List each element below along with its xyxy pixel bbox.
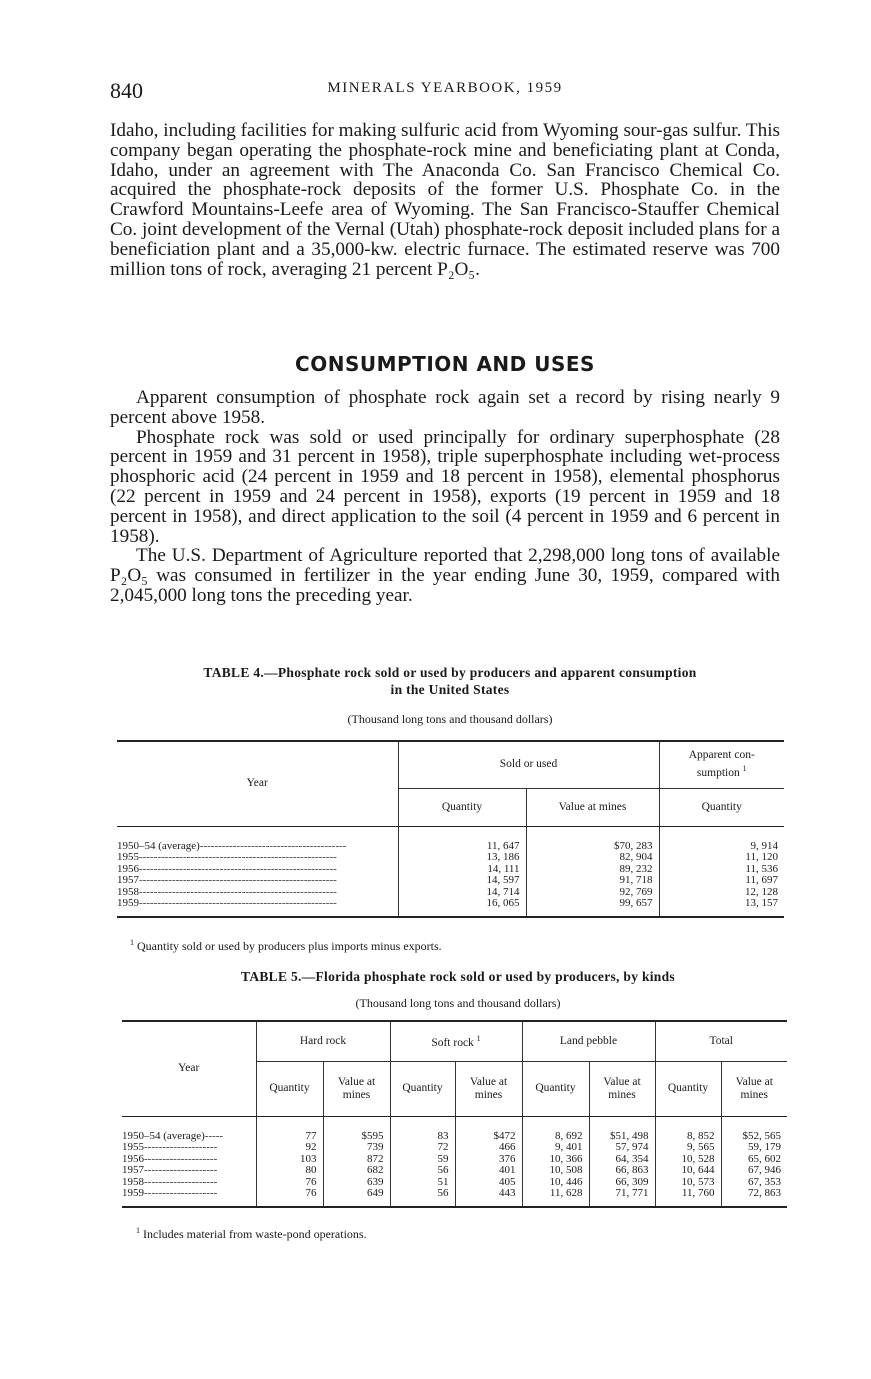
table5-header-land-pebble: Land pebble [522, 1021, 655, 1061]
consumption-text-block [110, 388, 780, 606]
intro-paragraph: Idaho, including facilities for making sulfuric acid from Wyoming sour-gas sulfur. This company began operating the phosphate-rock mine and beneficiating plant at Conda, Idaho, under an agreement with The Anaconda Co. San Francisco Chemical Co. acquired the phosphate-rock deposits of the former U.S. Phosphate Co. in the Crawford Mountains-Leefe area of Wyoming. The San Francisco-Stauffer Chemical Co. joint development of the Vernal (Utah) phosphate-rock deposit included plans for a beneficiation plant and a 35,000-kw. electric furnace. The estimated reserve was 700 million tons of rock, averaging 21 percent P₂O₅. [110, 120, 780, 280]
table4-row-quantity: 13, 186 [398, 852, 526, 864]
table5-cell: 80 [256, 1165, 323, 1177]
table5-cell: $595 [323, 1131, 390, 1143]
table5-row-year: 1957 [122, 1165, 144, 1176]
table5-cell: 67, 353 [721, 1177, 787, 1189]
table5-cell: 67, 946 [721, 1165, 787, 1177]
table5-cell: 10, 644 [655, 1165, 721, 1177]
table4-header-year: Year [117, 741, 398, 826]
table5-cell: 103 [256, 1154, 323, 1166]
paragraph-consumption: Apparent consumption of phosphate rock again set a record by rising nearly 9 percent above 1958. [110, 387, 780, 428]
table5-cell: 682 [323, 1165, 390, 1177]
table5-subheader-quantity: Quantity [522, 1061, 589, 1116]
table-row: 1957------------------------------------------------------ 14, 597 91, 718 11, 697 [117, 875, 784, 887]
table4-row-year: 1955 [117, 852, 139, 863]
table5-cell: 76 [256, 1188, 323, 1200]
table5-cell: 72 [390, 1142, 455, 1154]
table-row: 1958------------------------------------------------------ 14, 714 92, 769 12, 128 [117, 887, 784, 899]
table4-row-quantity: 11, 647 [398, 841, 526, 853]
table5-header-soft-rock-mark: 1 [476, 1034, 481, 1044]
table5-header-year: Year [122, 1021, 256, 1116]
table4-row-quantity: 14, 597 [398, 875, 526, 887]
table5-cell: 376 [455, 1154, 522, 1166]
table4-row-value: 92, 769 [526, 887, 659, 899]
table4-footnote-mark: 1 [130, 938, 134, 947]
table5-subheader-quantity: Quantity [655, 1061, 721, 1116]
table4-row-value: 89, 232 [526, 864, 659, 876]
table4-header-apparent-consumption [659, 741, 784, 788]
table4-row-apparent: 11, 120 [659, 852, 784, 864]
table5-cell: 739 [323, 1142, 390, 1154]
table5-cell: 10, 446 [522, 1177, 589, 1189]
table5-row-year: 1956 [122, 1153, 144, 1165]
table5-cell: 92 [256, 1142, 323, 1154]
table5-cell: 11, 628 [522, 1188, 589, 1200]
table5-cell: 76 [256, 1177, 323, 1189]
intro-paragraph-block [110, 121, 780, 279]
table4-header-value: Value at mines [526, 788, 659, 826]
table5-cell: 8, 852 [655, 1131, 721, 1143]
table5-subheader-value [721, 1061, 787, 1116]
table-row: 1959-------------------- 76 649 56 443 11, 628 71, 771 11, 760 72, 863 [122, 1188, 787, 1200]
table5-header-soft-rock [390, 1021, 522, 1061]
table4-units: (Thousand long tons and thousand dollars) [347, 712, 553, 726]
table4-header-apparent-line1: Apparent con- [688, 749, 755, 762]
section-heading: CONSUMPTION AND USES [295, 352, 595, 376]
table5-cell: 83 [390, 1131, 455, 1143]
table5-cell: 51 [390, 1177, 455, 1189]
paragraph-agriculture: The U.S. Department of Agriculture reported that 2,298,000 long tons of available P₂O₅ was consumed in fertilizer in the year ending June 30, 1959, compared with 2,045,000 long tons the preceding year. [110, 545, 780, 606]
table5-subheader-value [323, 1061, 390, 1116]
table5-subheader-value-line1: Value at [337, 1075, 376, 1088]
table4-caption-line2: in the United States [390, 682, 510, 697]
table5-cell: 443 [455, 1188, 522, 1200]
table5-cell: 65, 602 [721, 1154, 787, 1166]
table4-row-year: 1957 [117, 875, 139, 886]
table5-cell: 466 [455, 1142, 522, 1154]
table4-header-apparent-line2: sumption [696, 767, 740, 780]
paragraph-uses: Phosphate rock was sold or used principally for ordinary superphosphate (28 percent in 1959 and 31 percent in 1958), triple superphosphate including wet-process phosphoric acid (24 percent in 1959 and 18 percent in 1958), elemental phosphorus (22 percent in 1959 and 24 percent in 1958), exports (19 percent in 1959 and 18 percent in 1958), and direct application to the soil (4 percent in 1959 and 6 percent in 1958). [110, 426, 780, 547]
table4-row-apparent: 11, 536 [659, 864, 784, 876]
table5-subheader-value [589, 1061, 655, 1116]
table4-row-quantity: 14, 111 [398, 864, 526, 876]
table5-row-year: 1958 [122, 1176, 144, 1188]
table5-header-total: Total [655, 1021, 787, 1061]
table5-subheader-value-line1: Value at [735, 1075, 773, 1088]
page-number: 840 [110, 78, 143, 103]
table5-cell: 57, 974 [589, 1142, 655, 1154]
table5-cell: 59, 179 [721, 1142, 787, 1154]
table5-cell: 72, 863 [721, 1188, 787, 1200]
table-row: 1959------------------------------------------------------ 16, 065 99, 657 13, 157 [117, 898, 784, 910]
table-row: 1950–54 (average)---------------------------------------- 11, 647 $70, 283 9, 914 [117, 841, 784, 853]
table4-header-footnote-mark: 1 [742, 764, 747, 774]
table-row: 1955------------------------------------------------------ 13, 186 82, 904 11, 120 [117, 852, 784, 864]
table5-cell: 11, 760 [655, 1188, 721, 1200]
table5-cell: 10, 573 [655, 1177, 721, 1189]
table5-cell: 10, 366 [522, 1154, 589, 1166]
table5 [122, 1020, 787, 1208]
table5-row-year: 1950–54 (average) [122, 1130, 205, 1142]
running-header [110, 78, 780, 106]
table5-subheader-value-line1: Value at [469, 1075, 508, 1088]
table4-footnote-text: Quantity sold or used by producers plus imports minus exports. [137, 939, 442, 953]
table4-header-apparent-quantity: Quantity [659, 788, 784, 826]
table4-caption-line1: TABLE 4.—Phosphate rock sold or used by producers and apparent consumption [203, 665, 697, 680]
table4-row-year: 1959 [117, 898, 139, 909]
table5-subheader-quantity: Quantity [256, 1061, 323, 1116]
table4-row-apparent: 13, 157 [659, 898, 784, 910]
table5-header-soft-rock-label: Soft rock [431, 1037, 474, 1050]
table5-cell: 649 [323, 1188, 390, 1200]
table5-cell: $51, 498 [589, 1131, 655, 1143]
table4-row-value: 99, 657 [526, 898, 659, 910]
table-row: 1955-------------------- 92 739 72 466 9, 401 57, 974 9, 565 59, 179 [122, 1142, 787, 1154]
table5-subheader-value-line1: Value at [603, 1075, 641, 1088]
table4 [117, 740, 784, 918]
table4-row-value: 91, 718 [526, 875, 659, 887]
table5-cell: 405 [455, 1177, 522, 1189]
table5-footnote-mark: 1 [136, 1226, 140, 1235]
table5-header-hard-rock: Hard rock [256, 1021, 390, 1061]
table5-caption: TABLE 5.—Florida phosphate rock sold or used by producers, by kinds [241, 969, 675, 984]
table5-footnote [136, 1226, 367, 1242]
table4-row-year: 1950–54 (average) [117, 840, 200, 852]
table4-header-sold-or-used: Sold or used [398, 741, 659, 788]
table4-row-year: 1958 [117, 886, 139, 898]
table4-row-quantity: 16, 065 [398, 898, 526, 910]
table5-cell: 66, 863 [589, 1165, 655, 1177]
table5-subheader-value-line2: mines [342, 1088, 371, 1101]
table-row: 1957-------------------- 80 682 56 401 10, 508 66, 863 10, 644 67, 946 [122, 1165, 787, 1177]
table5-units: (Thousand long tons and thousand dollars) [355, 996, 561, 1010]
table5-footnote-text: Includes material from waste-pond operations. [143, 1227, 367, 1241]
table5-subheader-value-line2: mines [474, 1088, 503, 1101]
table4-header-quantity: Quantity [398, 788, 526, 826]
table4-row-value: 82, 904 [526, 852, 659, 864]
table4-row-apparent: 12, 128 [659, 887, 784, 899]
table5-cell: 9, 401 [522, 1142, 589, 1154]
table5-cell: 8, 692 [522, 1131, 589, 1143]
table5-cell: 401 [455, 1165, 522, 1177]
table4-footnote [130, 938, 442, 954]
table5-cell: 56 [390, 1188, 455, 1200]
table5-cell: 77 [256, 1131, 323, 1143]
table-row: 1956-------------------- 103 872 59 376 10, 366 64, 354 10, 528 65, 602 [122, 1154, 787, 1166]
table5-cell: 56 [390, 1165, 455, 1177]
table5-cell: 872 [323, 1154, 390, 1166]
table5-cell: $472 [455, 1131, 522, 1143]
table-row: 1958-------------------- 76 639 51 405 10, 446 66, 309 10, 573 67, 353 [122, 1177, 787, 1189]
table5-cell: 639 [323, 1177, 390, 1189]
table5-row-year: 1959 [122, 1188, 144, 1199]
table4-row-value: $70, 283 [526, 841, 659, 853]
table4-caption [110, 664, 790, 698]
table4-row-apparent: 9, 914 [659, 841, 784, 853]
table5-cell: 66, 309 [589, 1177, 655, 1189]
table5-subheader-value [455, 1061, 522, 1116]
table5-cell: 64, 354 [589, 1154, 655, 1166]
table4-row-quantity: 14, 714 [398, 887, 526, 899]
table5-cell: 71, 771 [589, 1188, 655, 1200]
table5-subheader-quantity: Quantity [390, 1061, 455, 1116]
table5-subheader-value-line2: mines [740, 1088, 768, 1101]
table-row: 1956------------------------------------------------------ 14, 111 89, 232 11, 536 [117, 864, 784, 876]
table-row: 1950–54 (average)----- 77 $595 83 $472 8, 692 $51, 498 8, 852 $52, 565 [122, 1131, 787, 1143]
table5-row-year: 1955 [122, 1142, 144, 1153]
table4-row-year: 1956 [117, 863, 139, 875]
table5-cell: 9, 565 [655, 1142, 721, 1154]
table5-subheader-value-line2: mines [608, 1088, 636, 1101]
table5-cell: 10, 528 [655, 1154, 721, 1166]
table5-cell: $52, 565 [721, 1131, 787, 1143]
table5-cell: 59 [390, 1154, 455, 1166]
running-title: MINERALS YEARBOOK, 1959 [327, 80, 563, 96]
table5-cell: 10, 508 [522, 1165, 589, 1177]
table4-row-apparent: 11, 697 [659, 875, 784, 887]
